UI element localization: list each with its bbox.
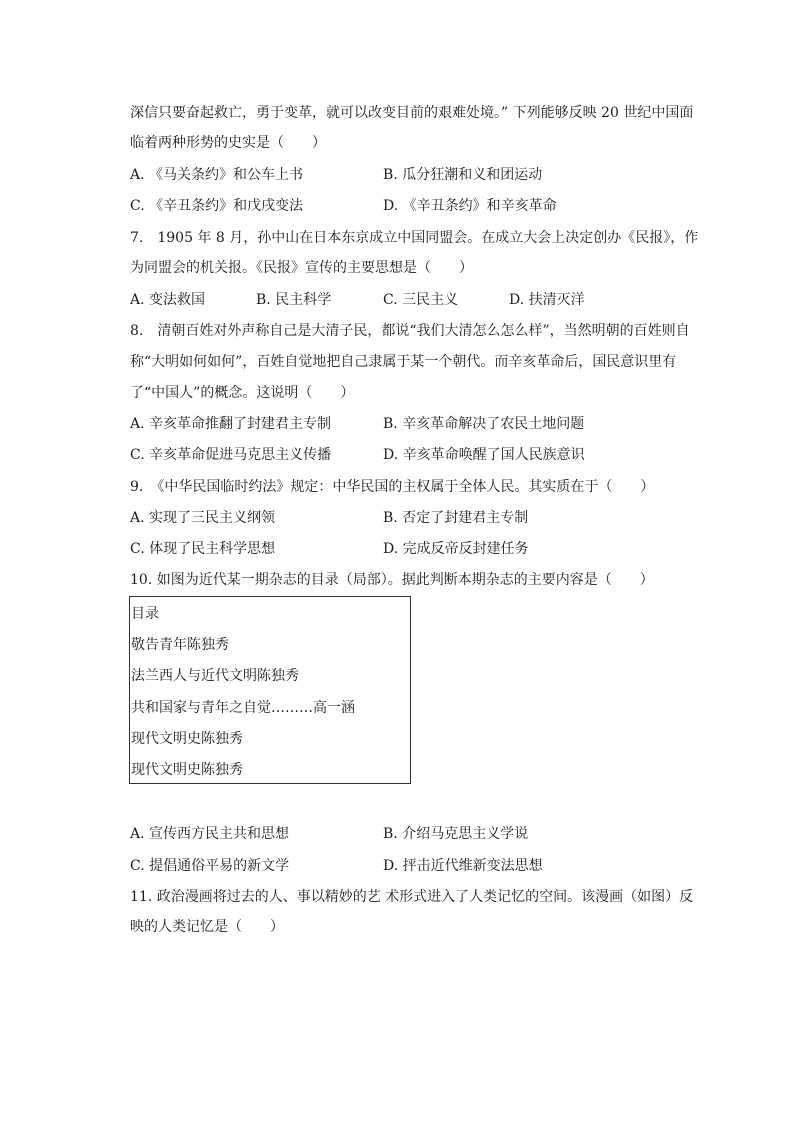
question-8-text-line-1: 8. 清朝百姓对外声称自己是大清子民，都说“我们大清怎么怎么样”，当然明朝的百姓则自: [130, 323, 690, 339]
question-8-option-c: C. 辛亥革命促进马克思主义传播: [130, 447, 332, 463]
question-8-option-a: A. 辛亥革命推翻了封建君主专制: [130, 416, 332, 432]
question-7-option-b: B. 民主科学: [256, 292, 332, 308]
toc-entry: 共和国家与青年之自觉………高一涵: [131, 700, 355, 716]
question-7-option-d: D. 扶清灭洋: [509, 292, 585, 308]
question-8-text-line-3: 了“中国人”的概念。这说明（ ）: [130, 385, 355, 401]
question-9-option-c: C. 体现了民主科学思想: [130, 541, 276, 557]
question-10-option-a: A. 宣传西方民主共和思想: [130, 826, 290, 842]
question-10-option-b: B. 介绍马克思主义学说: [383, 826, 529, 842]
question-6-text-line-1: 深信只要奋起救亡，勇于变革，就可以改变目前的艰难处境。” 下列能够反映 20 世纪中国面: [130, 105, 694, 121]
toc-entry: 现代文明史陈独秀: [131, 762, 243, 778]
toc-heading: 目录: [131, 606, 159, 622]
question-10-option-c: C. 提倡通俗平易的新文学: [130, 858, 290, 874]
question-11-text-line-2: 映的人类记忆是（ ）: [130, 919, 284, 935]
question-9-text-line-1: 9. 《中华民国临时约法》规定：中华民国的主权属于全体人民。其实质在于（ ）: [130, 479, 655, 495]
question-8-option-d: D. 辛亥革命唤醒了国人民族意识: [383, 447, 585, 463]
magazine-table-of-contents: [129, 596, 411, 784]
question-11-text-line-1: 11. 政治漫画将过去的人、事以精妙的艺 术形式进入了人类记忆的空间。该漫画（如图）反: [130, 889, 694, 905]
toc-entry: 法兰西人与近代文明陈独秀: [131, 668, 299, 684]
toc-entry: 现代文明史陈独秀: [131, 731, 243, 747]
question-6-option-a: A. 《马关条约》和公车上书: [130, 167, 304, 183]
question-10-option-d: D. 抨击近代维新变法思想: [383, 858, 543, 874]
question-6-text-line-2: 临着两种形势的史实是（ ）: [130, 135, 326, 151]
question-9-option-d: D. 完成反帝反封建任务: [383, 541, 529, 557]
question-6-option-b: B. 瓜分狂潮和义和团运动: [383, 167, 543, 183]
question-8-option-b: B. 辛亥革命解决了农民土地问题: [383, 416, 585, 432]
toc-entry: 敬告青年陈独秀: [131, 637, 229, 653]
question-6-option-d: D. 《辛丑条约》和辛亥革命: [383, 198, 557, 214]
question-7-text-line-1: 7. 1905 年 8 月，孙中山在日本东京成立中国同盟会。在成立大会上决定创办《民报》，作: [130, 230, 699, 246]
question-9-option-b: B. 否定了封建君主专制: [383, 510, 529, 526]
question-8-text-line-2: 称“大明如何如何”，百姓自觉地把自己隶属于某一个朝代。而辛亥革命后，国民意识里有: [130, 354, 677, 370]
question-7-text-line-2: 为同盟会的机关报。《民报》宣传的主要思想是（ ）: [130, 260, 473, 276]
question-7-option-c: C. 三民主义: [383, 292, 459, 308]
question-7-option-a: A. 变法救国: [130, 292, 206, 308]
question-10-text-line-1: 10. 如图为近代某一期杂志的目录（局部）。据此判断本期杂志的主要内容是（ ）: [130, 572, 654, 588]
question-6-option-c: C. 《辛丑条约》和戊戌变法: [130, 198, 304, 214]
question-9-option-a: A. 实现了三民主义纲领: [130, 510, 276, 526]
